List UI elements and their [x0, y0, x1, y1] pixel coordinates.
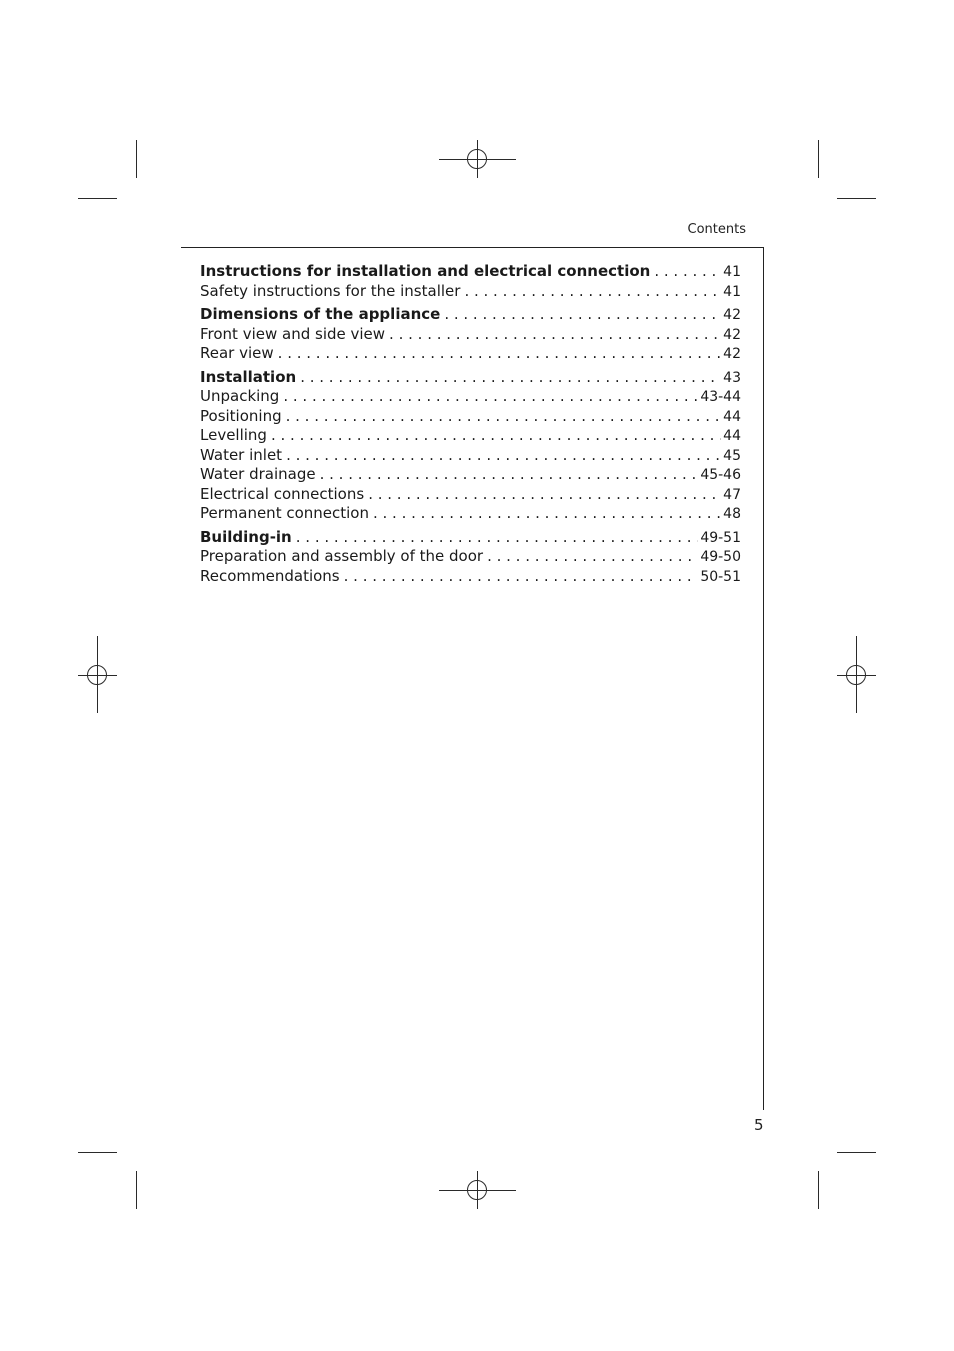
- toc-entry-page: 41: [723, 264, 741, 280]
- toc-dot-leader: [368, 485, 721, 503]
- crop-mark-bottom-left-horizontal: [78, 1152, 117, 1153]
- header-rule: [181, 247, 764, 248]
- toc-entry: [200, 567, 741, 587]
- page-number: 5: [754, 1116, 764, 1134]
- toc-section: [200, 262, 741, 301]
- toc-entry-page: 49-50: [700, 549, 741, 565]
- toc-entry-page: 48: [723, 506, 741, 522]
- toc-entry-label: Rear view: [200, 344, 274, 362]
- toc-dot-leader: [344, 567, 699, 585]
- toc-entry-label: Front view and side view: [200, 324, 386, 343]
- toc-entry-label: Preparation and assembly of the door: [200, 547, 484, 565]
- toc-section-heading: [200, 368, 741, 388]
- toc-entry-label: Water drainage: [200, 465, 316, 483]
- toc-entry-label: Positioning: [200, 406, 282, 425]
- toc-entry-label: Recommendations: [200, 566, 340, 585]
- toc-entry-label: Dimensions of the appliance: [200, 305, 441, 323]
- toc-entry-label: Instructions for installation and electrical connection: [200, 262, 651, 280]
- toc-section: [200, 305, 741, 364]
- toc-entry: [200, 325, 741, 345]
- toc-entry-page: 47: [723, 486, 741, 503]
- toc-dot-leader: [296, 528, 699, 546]
- toc-dot-leader: [464, 282, 721, 300]
- toc-dot-leader: [286, 446, 721, 464]
- table-of-contents: [200, 262, 741, 590]
- toc-entry: [200, 485, 741, 505]
- toc-entry-page: 50-51: [700, 568, 741, 585]
- toc-dot-leader: [654, 262, 721, 280]
- crop-mark-top-left-horizontal: [78, 198, 117, 199]
- toc-entry: [200, 407, 741, 427]
- toc-section-heading: [200, 305, 741, 325]
- toc-entry-page: 42: [723, 346, 741, 362]
- toc-section: [200, 368, 741, 524]
- toc-entry-page: 44: [723, 428, 741, 444]
- toc-entry-label: Unpacking: [200, 387, 280, 405]
- toc-entry-page: 41: [723, 283, 741, 300]
- crop-mark-bottom-right-vertical: [818, 1171, 819, 1209]
- toc-entry-label: Permanent connection: [200, 504, 369, 522]
- crop-mark-top-right-vertical: [818, 140, 819, 178]
- toc-entry: [200, 547, 741, 567]
- toc-dot-leader: [300, 368, 721, 386]
- toc-entry: [200, 344, 741, 364]
- toc-entry-page: 49-51: [700, 529, 741, 546]
- toc-entry-label: Water inlet: [200, 445, 283, 464]
- toc-entry-page: 45-46: [700, 467, 741, 483]
- toc-dot-leader: [283, 387, 698, 405]
- crop-mark-bottom-left-vertical: [136, 1171, 137, 1209]
- toc-entry: [200, 387, 741, 407]
- toc-entry-page: 42: [723, 307, 741, 323]
- toc-section: [200, 528, 741, 587]
- toc-dot-leader: [444, 305, 721, 323]
- crop-mark-top-right-horizontal: [837, 198, 876, 199]
- toc-entry: [200, 282, 741, 302]
- toc-section-heading: [200, 528, 741, 548]
- toc-dot-leader: [389, 325, 721, 343]
- toc-dot-leader: [271, 426, 721, 444]
- toc-dot-leader: [278, 344, 722, 362]
- toc-entry: [200, 504, 741, 524]
- toc-entry-page: 43-44: [700, 389, 741, 405]
- toc-entry: [200, 426, 741, 446]
- toc-entry: [200, 446, 741, 466]
- toc-entry: [200, 465, 741, 485]
- toc-entry-page: 45: [723, 447, 741, 464]
- toc-dot-leader: [373, 504, 721, 522]
- toc-entry-page: 43: [723, 369, 741, 386]
- toc-entry-label: Levelling: [200, 426, 267, 444]
- toc-dot-leader: [320, 465, 699, 483]
- toc-section-heading: [200, 262, 741, 282]
- crop-mark-bottom-right-horizontal: [837, 1152, 876, 1153]
- crop-mark-top-left-vertical: [136, 140, 137, 178]
- toc-entry-page: 44: [723, 408, 741, 425]
- header-title: Contents: [687, 222, 746, 237]
- toc-entry-label: Electrical connections: [200, 484, 365, 503]
- margin-rule: [763, 247, 764, 1110]
- toc-entry-label: Installation: [200, 367, 297, 386]
- toc-entry-label: Safety instructions for the installer: [200, 281, 461, 300]
- toc-dot-leader: [286, 407, 722, 425]
- toc-dot-leader: [487, 547, 698, 565]
- toc-entry-page: 42: [723, 326, 741, 343]
- toc-entry-label: Building-in: [200, 527, 292, 546]
